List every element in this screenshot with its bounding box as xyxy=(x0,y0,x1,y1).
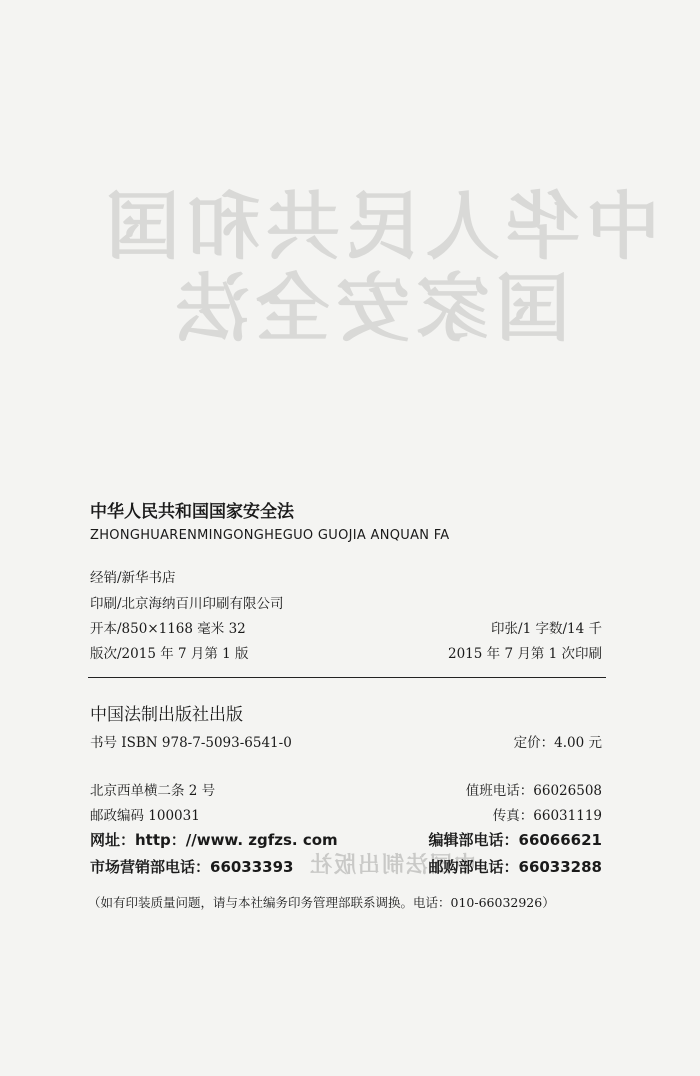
mail-order-phone: 邮购部电话：66033288 xyxy=(428,858,602,876)
bleed-through-title-line1: 中华人民共和国 xyxy=(100,184,660,270)
isbn: 书号 ISBN 978-7-5093-6541-0 xyxy=(90,735,292,751)
printer-line: 印刷/北京海纳百川印刷有限公司 xyxy=(90,596,284,612)
postcode: 邮政编码 100031 xyxy=(90,808,200,824)
book-title: 中华人民共和国国家安全法 xyxy=(90,502,294,522)
publisher-name: 中国法制出版社出版 xyxy=(90,705,243,725)
format-line: 开本/850×1168 毫米 32 xyxy=(90,621,246,637)
edition-line: 版次/2015 年 7 月第 1 版 xyxy=(90,646,249,662)
divider-rule xyxy=(88,677,606,678)
sheets-words-line: 印张/1 字数/14 千 xyxy=(491,621,602,637)
distributor-line: 经销/新华书店 xyxy=(90,570,176,586)
fax: 传真：66031119 xyxy=(492,808,602,824)
address: 北京西单横二条 2 号 xyxy=(90,783,216,799)
marketing-phone: 市场营销部电话：66033393 xyxy=(90,858,294,876)
duty-phone: 值班电话：66026508 xyxy=(465,783,602,799)
book-title-pinyin: ZHONGHUARENMINGONGHEGUO GUOJIA ANQUAN FA xyxy=(90,528,450,543)
quality-note: （如有印装质量问题，请与本社编务印务管理部联系调换。电话：010-66032926） xyxy=(88,895,555,910)
editorial-phone: 编辑部电话：66066621 xyxy=(428,831,602,849)
website: 网址：http：//www. zgfzs. com xyxy=(90,831,338,849)
bleed-through-title-line2: 国家安全法 xyxy=(170,266,570,352)
bleed-through-publisher: 中国法制出版社 xyxy=(308,853,477,878)
price: 定价：4.00 元 xyxy=(513,735,602,751)
printing-line: 2015 年 7 月第 1 次印刷 xyxy=(448,646,602,662)
